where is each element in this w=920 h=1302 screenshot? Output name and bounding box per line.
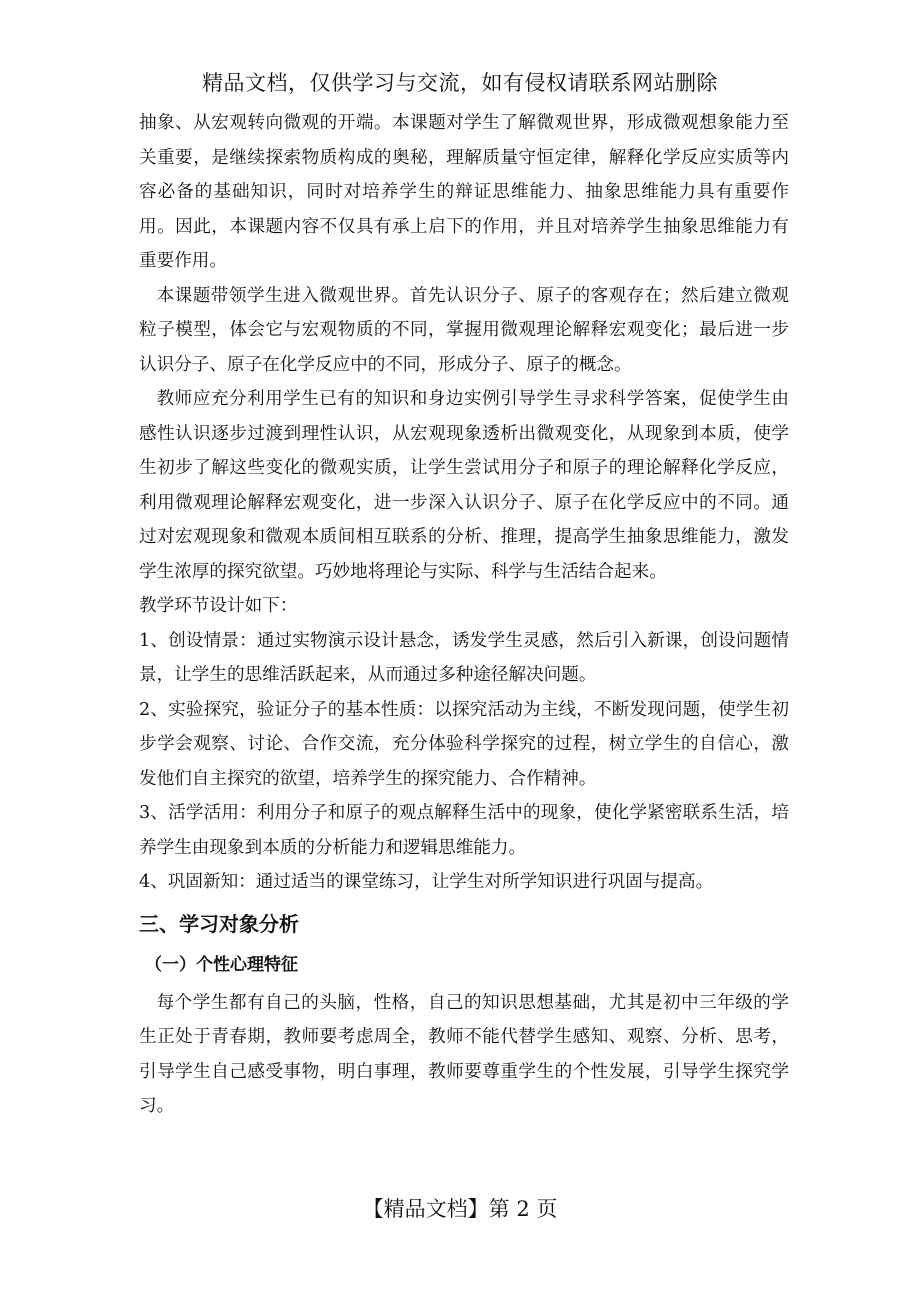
list-item-4: 4、巩固新知：通过适当的课堂练习，让学生对所学知识进行巩固与提高。 — [139, 872, 714, 892]
section-heading: 三、学习对象分析 — [139, 911, 299, 936]
page-header-notice: 精品文档，仅供学习与交流，如有侵权请联系网站删除 — [202, 71, 718, 95]
paragraph-intro-micro-world: 本课题带领学生进入微观世界。首先认识分子、原子的客观存在；然后建立微观粒子模型，体会它与宏观物质的不同，掌握用微观理论解释宏观变化；最后进一步认识分子、原子在化学反应中的不同，形成分子、原子的概念。 — [139, 285, 789, 375]
paragraph-teacher-guidance: 教师应充分利用学生已有的知识和身边实例引导学生寻求科学答案，促使学生由感性认识逐步过渡到理性认识，从宏观现象透析出微观变化，从现象到本质，使学生初步了解这些变化的微观实质，让学生尝试用分子和原子的理论解释化学反应，利用微观理论解释宏观变化，进一步深入认识分子、原子在化学反应中的不同。通过对宏观现象和微观本质间相互联系的分析、推理，提高学生抽象思维能力，激发学生浓厚的探究欲望。巧妙地将理论与实际、科学与生活结合起来。 — [139, 389, 789, 582]
subsection-heading: （一）个性心理特征 — [145, 954, 298, 975]
paragraph-teaching-steps-intro: 教学环节设计如下： — [139, 596, 298, 616]
page-footer: 【精品文档】第 2 页 — [362, 1197, 558, 1221]
paragraph-personality: 每个学生都有自己的头脑，性格，自己的知识思想基础，尤其是初中三年级的学生正处于青春期，教师要考虑周全，教师不能代替学生感知、观察、分析、思考，引导学生自己感受事物，明白事理，教师要尊重学生的个性发展，引导学生探究学习。 — [139, 992, 789, 1116]
list-item-3: 3、活学活用：利用分子和原子的观点解释生活中的现象，使化学紧密联系生活，培养学生由现象到本质的分析能力和逻辑思维能力。 — [139, 803, 789, 858]
document-body — [139, 106, 789, 1124]
paragraph-continued: 抽象、从宏观转向微观的开端。本课题对学生了解微观世界，形成微观想象能力至关重要，是继续探索物质构成的奥秘，理解质量守恒定律，解释化学反应实质等内容必备的基础知识，同时对培养学生的辩证思维能力、抽象思维能力具有重要作用。因此，本课题内容不仅具有承上启下的作用，并且对培养学生抽象思维能力有重要作用。 — [139, 113, 789, 271]
list-item-1: 1、创设情景：通过实物演示设计悬念，诱发学生灵感，然后引入新课，创设问题情景，让学生的思维活跃起来，从而通过多种途径解决问题。 — [139, 630, 789, 685]
list-item-2: 2、实验探究，验证分子的基本性质：以探究活动为主线，不断发现问题，使学生初步学会观察、讨论、合作交流，充分体验科学探究的过程，树立学生的自信心，激发他们自主探究的欲望，培养学生的探究能力、合作精神。 — [139, 699, 789, 789]
